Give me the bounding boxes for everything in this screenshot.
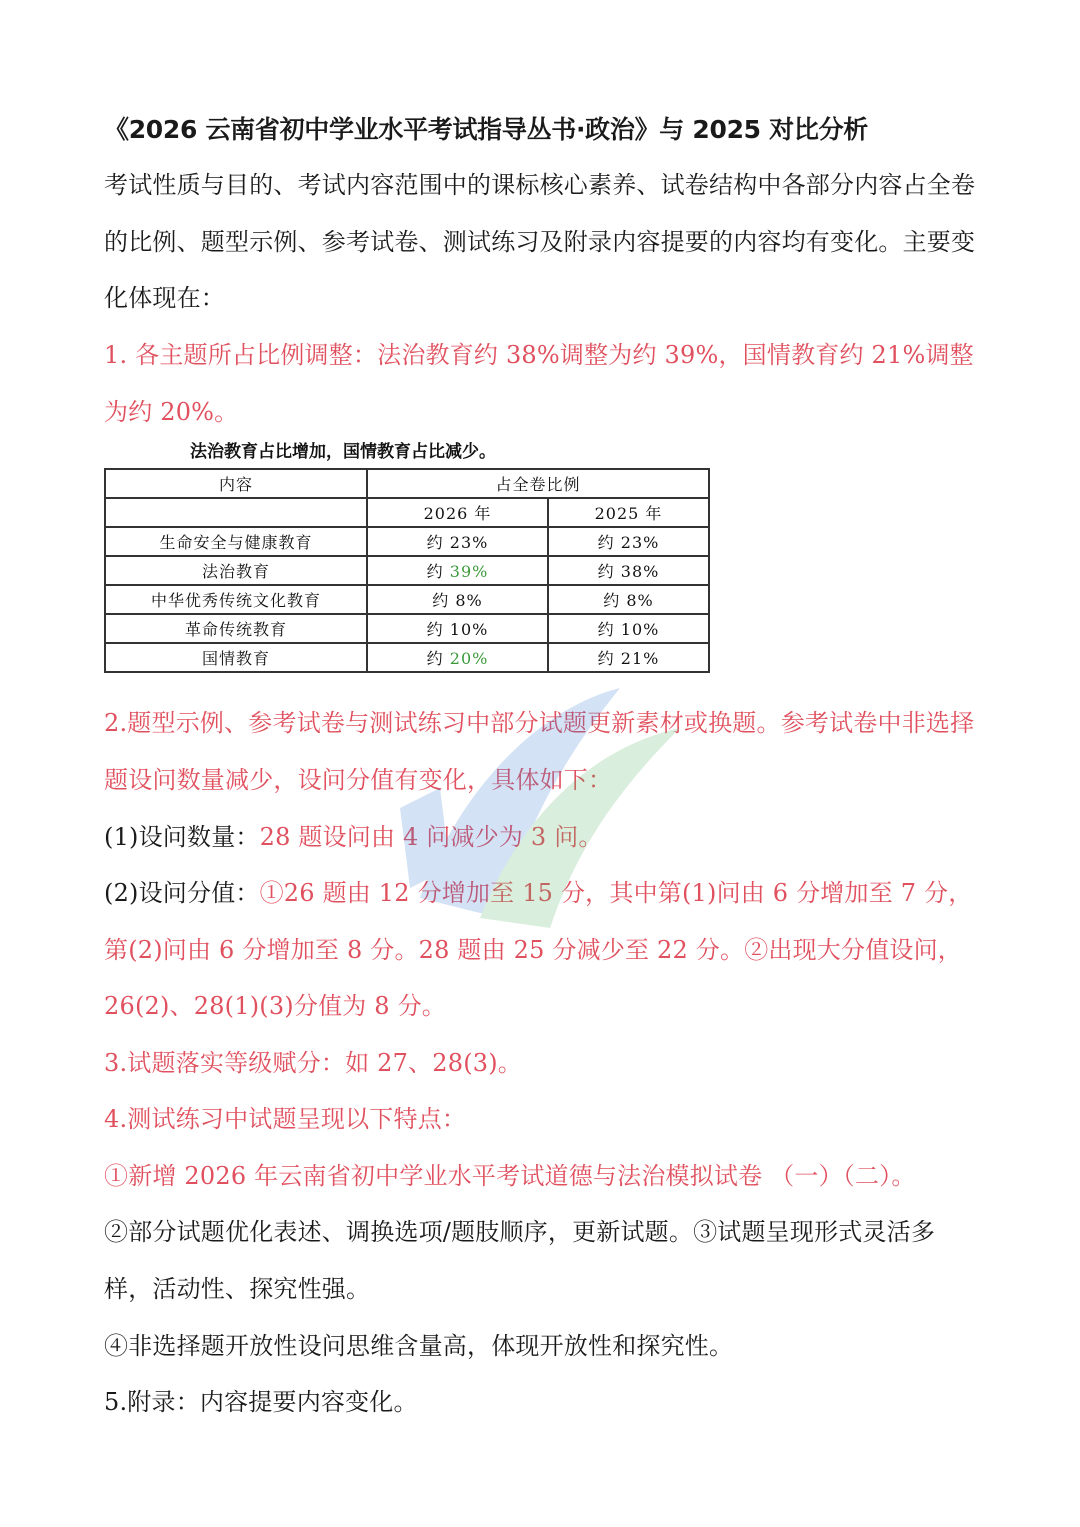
- row-name: 国情教育: [105, 643, 367, 672]
- table-header-row: [105, 469, 709, 498]
- optimization-paragraph: ②部分试题优化表述、调换选项/题肢顺序，更新试题。③试题呈现形式灵活多样，活动性、探究性强。: [104, 1218, 936, 1303]
- point-2-paragraph: 2.题型示例、参考试卷与测试练习中部分试题更新素材或换题。参考试卷中非选择题设问数量减少，设问分值有变化，具体如下：: [104, 709, 975, 794]
- row-value-2025: 约 38%: [548, 556, 709, 585]
- intro-paragraph: 考试性质与目的、考试内容范围中的课标核心素养、试卷结构中各部分内容占全卷的比例、题型示例、参考试卷、测试练习及附录内容提要的内容均有变化。主要变化体现在：: [104, 171, 976, 313]
- table-year-row: [105, 498, 709, 527]
- row-name: 革命传统教育: [105, 614, 367, 643]
- row-name: 中华优秀传统文化教育: [105, 585, 367, 614]
- row-name: 法治教育: [105, 556, 367, 585]
- header-ratio: 占全卷比例: [367, 469, 709, 498]
- row-value-2025: 约 8%: [548, 585, 709, 614]
- row-value-2026: 约 10%: [367, 614, 548, 643]
- open-question-line: ④非选择题开放性设问思维含量高，体现开放性和探究性。: [104, 1332, 734, 1360]
- table-row: [105, 585, 709, 614]
- empty-cell: [105, 498, 367, 527]
- row-value-2025: 约 23%: [548, 527, 709, 556]
- header-content: 内容: [105, 469, 367, 498]
- point-3-line: 3.试题落实等级赋分：如 27、28(3)。: [104, 1049, 523, 1077]
- row-value-2026: 约 39%: [367, 556, 548, 585]
- table-row: [105, 643, 709, 672]
- table-row: [105, 614, 709, 643]
- question-count-line: (1)设问数量：28 题设问由 4 问减少为 3 问。: [104, 823, 603, 851]
- question-score-paragraph: (2)设问分值：①26 题由 12 分增加至 15 分，其中第(1)问由 6 分增加至 7 分，第(2)问由 6 分增加至 8 分。28 题由 25 分减少至 22 分。②出现大分值设问，26(2)、28(1)(3)分值为 8 分。: [104, 879, 973, 1021]
- row-value-2025: 约 21%: [548, 643, 709, 672]
- ratio-comparison-table: [104, 468, 710, 673]
- appendix-line: 5.附录：内容提要内容变化。: [104, 1388, 418, 1416]
- table-row: [105, 556, 709, 585]
- row-name: 生命安全与健康教育: [105, 527, 367, 556]
- row-value-2026: 约 23%: [367, 527, 548, 556]
- col-2025: 2025 年: [548, 498, 709, 527]
- point-4-line: 4.测试练习中试题呈现以下特点：: [104, 1105, 467, 1133]
- document-title: 《2026 云南省初中学业水平考试指导丛书·政治》与 2025 对比分析: [104, 115, 868, 144]
- col-2026: 2026 年: [367, 498, 548, 527]
- table-caption: 法治教育占比增加，国情教育占比减少。: [190, 442, 496, 462]
- point-1-paragraph: 1. 各主题所占比例调整：法治教育约 38%调整为约 39%，国情教育约 21%调整为约 20%。: [104, 341, 974, 426]
- row-value-2025: 约 10%: [548, 614, 709, 643]
- new-mock-exam-line: ①新增 2026 年云南省初中学业水平考试道德与法治模拟试卷 （一）（二）。: [104, 1162, 916, 1190]
- row-value-2026: 约 8%: [367, 585, 548, 614]
- row-value-2026: 约 20%: [367, 643, 548, 672]
- table-row: [105, 527, 709, 556]
